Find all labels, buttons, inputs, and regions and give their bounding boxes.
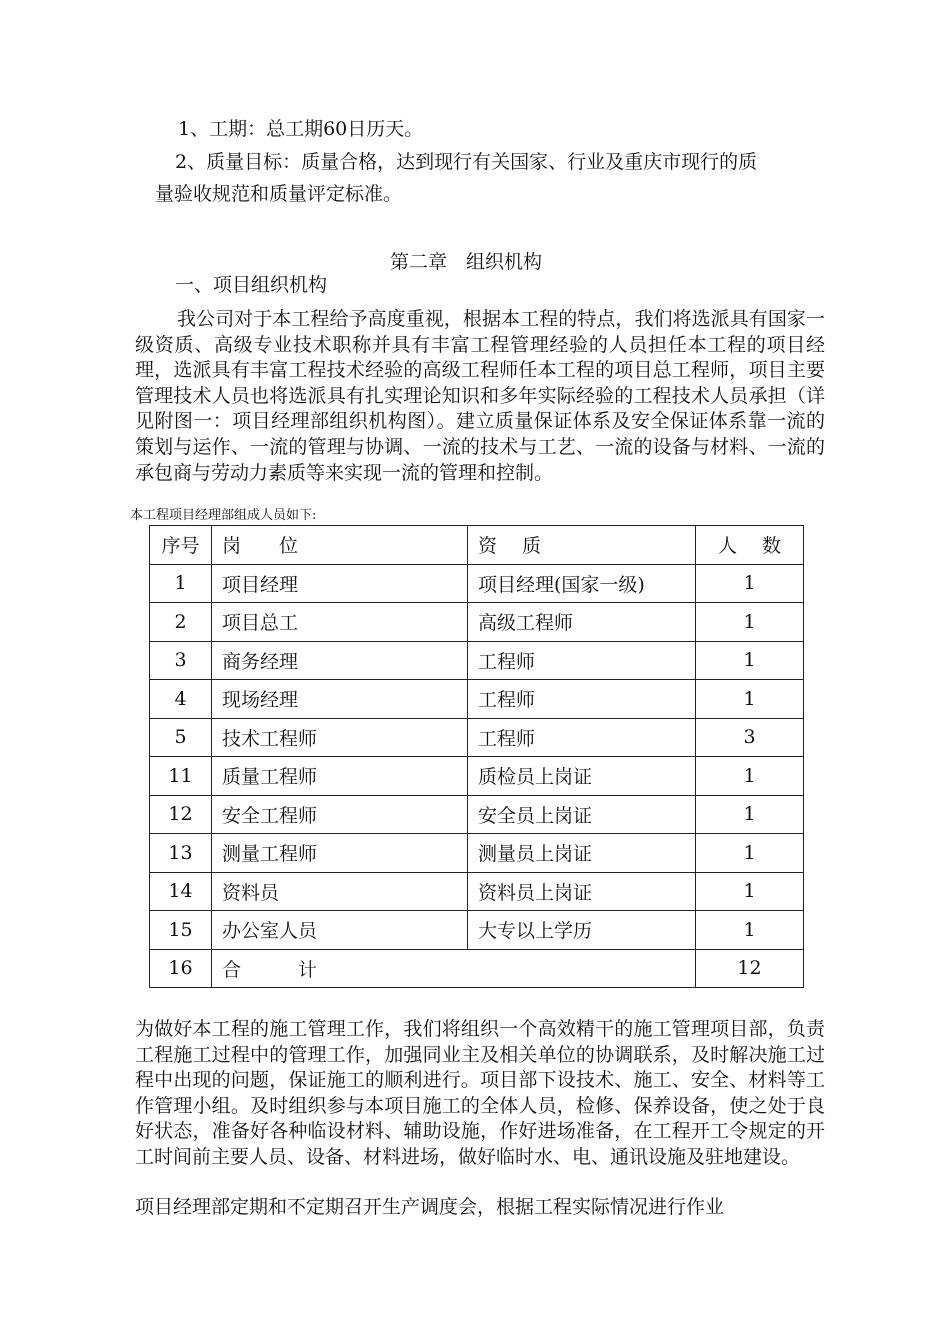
quality-goal-continuation: 量验收规范和质量评定标准。 — [155, 183, 403, 205]
cell-no: 4 — [150, 680, 212, 719]
cell-no: 13 — [150, 834, 212, 873]
cell-post: 安全工程师 — [212, 795, 468, 834]
table-row — [150, 641, 804, 680]
cell-no: 14 — [150, 872, 212, 911]
cell-no: 2 — [150, 603, 212, 642]
table-caption: 本工程项目经理部组成人员如下: — [130, 508, 317, 523]
meeting-paragraph: 项目经理部定期和不定期召开生产调度会，根据工程实际情况进行作业 — [135, 1196, 725, 1218]
cell-qualification: 高级工程师 — [468, 603, 696, 642]
table-total-row — [150, 949, 804, 988]
cell-qualification: 安全员上岗证 — [468, 795, 696, 834]
cell-post: 资料员 — [212, 872, 468, 911]
table-header-row — [150, 526, 804, 565]
header-post: 岗 位 — [212, 526, 468, 565]
table-row — [150, 911, 804, 950]
quality-goal-line: 2、质量目标：质量合格，达到现行有关国家、行业及重庆市现行的质 — [175, 151, 758, 173]
table-row — [150, 757, 804, 796]
management-paragraph: 为做好本工程的施工管理工作，我们将组织一个高效精干的施工管理项目部，负责工程施工过程中的管理工作，加强同业主及相关单位的协调联系，及时解决施工过程中出现的问题，保证施工的顺利进行。项目部下设技术、施工、安全、材料等工作管理小组。及时组织参与本项目施工的全体人员，检修、保养设备，使之处于良好状态，准备好各种临设材料、辅助设施，作好进场准备，在工程开工令规定的开工时间前主要人员、设备、材料进场，做好临时水、电、通讯设施及驻地建设。 — [135, 1018, 825, 1168]
cell-post: 质量工程师 — [212, 757, 468, 796]
cell-count: 1 — [696, 680, 804, 719]
total-label: 合 计 — [212, 949, 696, 988]
cell-qualification: 项目经理(国家一级) — [468, 564, 696, 603]
cell-count: 1 — [696, 834, 804, 873]
cell-count: 1 — [696, 564, 804, 603]
cell-post: 测量工程师 — [212, 834, 468, 873]
total-count: 12 — [696, 949, 804, 988]
table-row — [150, 795, 804, 834]
cell-post: 项目总工 — [212, 603, 468, 642]
table-row — [150, 603, 804, 642]
total-no: 16 — [150, 949, 212, 988]
table-row — [150, 872, 804, 911]
cell-count: 1 — [696, 603, 804, 642]
header-qualification: 资 质 — [468, 526, 696, 565]
cell-no: 3 — [150, 641, 212, 680]
cell-qualification: 工程师 — [468, 680, 696, 719]
cell-count: 1 — [696, 641, 804, 680]
header-no: 序号 — [150, 526, 212, 565]
cell-post: 项目经理 — [212, 564, 468, 603]
cell-post: 商务经理 — [212, 641, 468, 680]
organization-paragraph: 我公司对于本工程给予高度重视，根据本工程的特点，我们将选派具有国家一级资质、高级专业技术职称并具有丰富工程管理经验的人员担任本工程的项目经理，选派具有丰富工程技术经验的高级工程师任本工程的项目总工程师，项目主要管理技术人员也将选派具有扎实理论知识和多年实际经验的工程技术人员承担（详见附图一：项目经理部组织机构图）。建立质量保证体系及安全保证体系靠一流的策划与运作、一流的管理与协调、一流的技术与工艺、一流的设备与材料、一流的承包商与劳动力素质等来实现一流的管理和控制。 — [135, 308, 825, 484]
chapter-title: 第二章 组织机构 — [390, 251, 543, 273]
cell-post: 现场经理 — [212, 680, 468, 719]
staff-table — [149, 525, 804, 988]
cell-post: 技术工程师 — [212, 718, 468, 757]
cell-count: 1 — [696, 872, 804, 911]
cell-qualification: 工程师 — [468, 641, 696, 680]
section-heading: 一、项目组织机构 — [175, 274, 328, 296]
table-row — [150, 718, 804, 757]
table-row — [150, 680, 804, 719]
cell-no: 12 — [150, 795, 212, 834]
cell-no: 5 — [150, 718, 212, 757]
cell-count: 1 — [696, 911, 804, 950]
cell-qualification: 大专以上学历 — [468, 911, 696, 950]
cell-post: 办公室人员 — [212, 911, 468, 950]
cell-no: 11 — [150, 757, 212, 796]
table-row — [150, 834, 804, 873]
schedule-line: 1、工期：总工期60日历天。 — [178, 118, 424, 140]
table-row — [150, 564, 804, 603]
cell-count: 3 — [696, 718, 804, 757]
cell-qualification: 工程师 — [468, 718, 696, 757]
cell-qualification: 测量员上岗证 — [468, 834, 696, 873]
cell-qualification: 资料员上岗证 — [468, 872, 696, 911]
cell-no: 15 — [150, 911, 212, 950]
cell-no: 1 — [150, 564, 212, 603]
cell-count: 1 — [696, 795, 804, 834]
header-count: 人 数 — [696, 526, 804, 565]
cell-count: 1 — [696, 757, 804, 796]
cell-qualification: 质检员上岗证 — [468, 757, 696, 796]
